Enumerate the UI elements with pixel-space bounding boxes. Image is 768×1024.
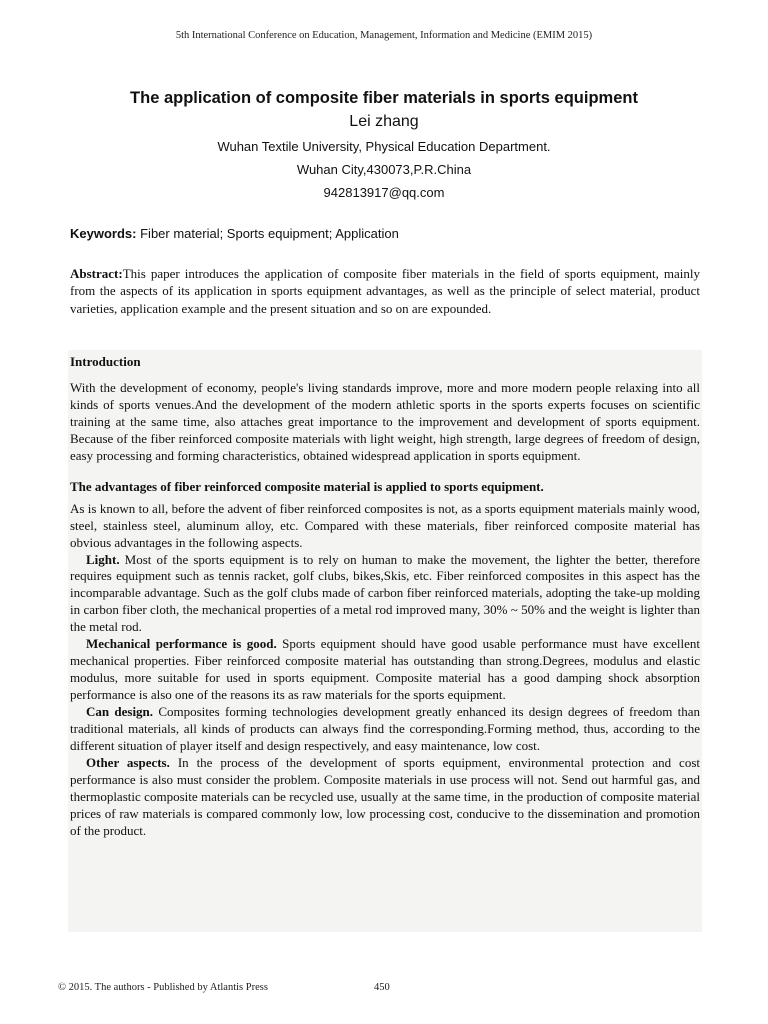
advantage-other-paragraph (70, 755, 700, 840)
abstract-text: This paper introduces the application of composite fiber materials in the field of sports equipment, mainly from the aspects of its application in sports equipment advantages, as well as the principle of select material, product varieties, application example and the present situation and so on are expounded. (70, 266, 700, 316)
affiliation-city: Wuhan City,430073,P.R.China (296, 162, 472, 177)
introduction-paragraph: With the development of economy, people's living standards improve, more and more modern people relaxing into all kinds of sports venues.And the development of the modern athletic sports in the sports experts focuses on scientific training at the same time, also attaches great importance to the improvement and development of sports equipment. Because of the fiber reinforced composite materials with light weight, high strength, large degrees of freedom of design, easy processing and forming characteristics, obtained widespread application in sports equipment. (70, 379, 700, 463)
introduction-heading: Introduction (70, 354, 141, 369)
body-text (70, 354, 700, 840)
keywords (70, 226, 700, 241)
author-name: Lei zhang (349, 113, 419, 130)
footer-copyright: © 2015. The authors - Published by Atlantis Press (58, 982, 268, 993)
abstract-label: Abstract (70, 266, 119, 281)
advantage-light-title: Light. (86, 551, 120, 567)
page-number: 450 (374, 982, 390, 993)
title-block (0, 88, 768, 201)
advantage-design-text: Composites forming technologies development greatly enhanced its design degrees of freedom than traditional materials, all kinds of products can always find the corresponding.Forming method, thus, according to the different situation of player itself and design respectively, and easy maintenance, low cost. (70, 704, 701, 754)
keywords-label: Keywords (70, 226, 133, 241)
keywords-text: Fiber material; Sports equipment; Application (140, 226, 399, 241)
affiliation-university: Wuhan Textile University, Physical Education Department. (217, 139, 551, 154)
advantage-mechanical-text: Sports equipment should have good usable performance must have excellent mechanical properties. Fiber reinforced composite material has outstanding than strong.Degrees, modulus and elastic modulus, more suitable for used in sports equipment. Composite material has a good damping shock absorption performance is also one of the reasons its as raw materials for the sports equipment. (70, 636, 701, 703)
keywords-separator: : (132, 226, 137, 241)
abstract-separator: : (118, 266, 123, 281)
abstract (70, 265, 700, 317)
advantage-other-text: In the process of the development of sports equipment, environmental protection and cost performance is also must consider the problem. Composite materials in use process will not. Send out harmful gas, and thermoplastic composite materials can be recycled use, usually at the same time, in the production of composite material prices of raw materials is compared commonly low, low processing cost, conducive to the dissemination and promotion of the product. (70, 754, 700, 838)
paper-title: The application of composite fiber materials in sports equipment (130, 89, 638, 107)
advantage-mechanical-title: Mechanical performance is good. (86, 636, 277, 652)
advantage-light-text: Most of the sports equipment is to rely on human to make the movement, the lighter the better, therefore requires equipment such as tennis racket, golf clubs, bikes,Skis, etc. Fiber reinforced composites in this aspect has the incomparable advantage. Such as the golf clubs made of carbon fiber reinforced materials, adopting the take-up molding in carbon fiber cloth, the mechanical properties of a metal rod improved many, 30% ~ 50% and the weight is lighter than the metal rod. (70, 551, 701, 635)
author-email: 942813917@qq.com (323, 185, 445, 200)
conference-header: 5th International Conference on Education, Management, Information and Medicine (EMIM 2015) (175, 30, 593, 41)
advantage-design-title: Can design. (86, 704, 154, 720)
advantage-mechanical-paragraph (70, 636, 700, 704)
advantage-design-paragraph (70, 704, 700, 755)
advantages-intro-paragraph: As is known to all, before the advent of fiber reinforced composites is not, as a sports equipment materials mainly wood, steel, stainless steel, aluminum alloy, etc. Compared with these materials, fiber reinforced composite material has obvious advantages in the following aspects. (70, 500, 700, 550)
advantages-heading: The advantages of fiber reinforced composite material is applied to sports equipment. (70, 478, 544, 494)
advantage-other-title: Other aspects. (86, 754, 170, 770)
advantage-light-paragraph (70, 552, 700, 637)
